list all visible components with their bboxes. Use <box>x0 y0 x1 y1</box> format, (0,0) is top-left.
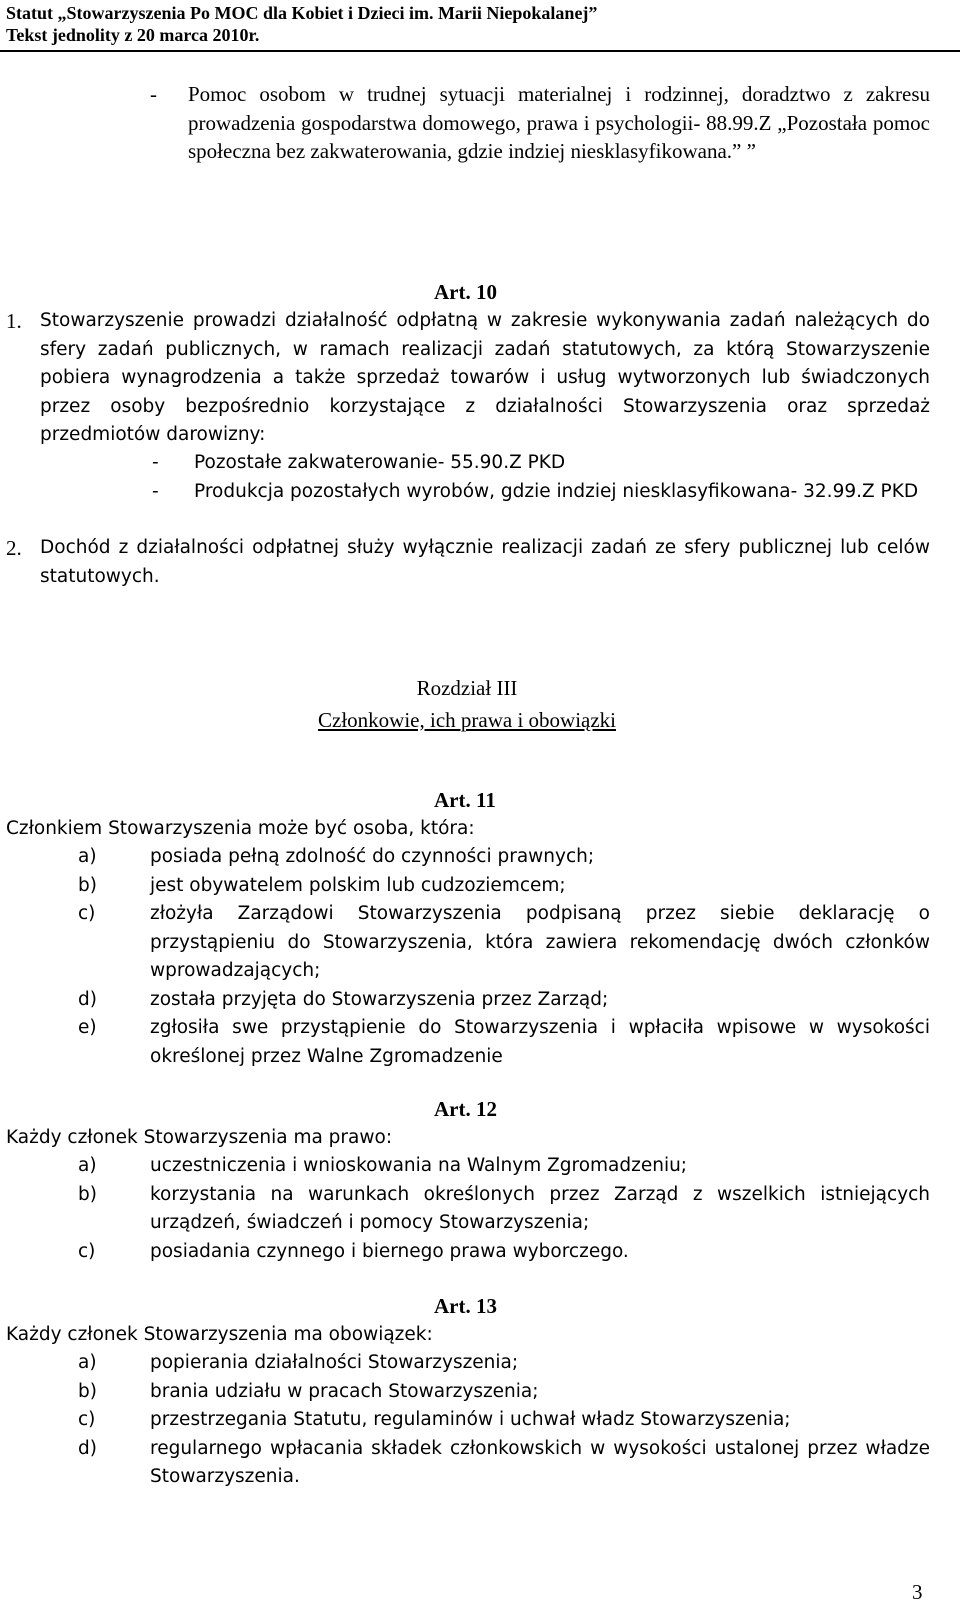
sub1-dash: - <box>152 452 159 473</box>
art13-list-item <box>78 1349 930 1378</box>
list-item-text: posiada pełną zdolność do czynności prawnych; <box>150 846 595 867</box>
art13-title: Art. 13 <box>434 1294 497 1318</box>
list-item-label: b) <box>78 1183 97 1205</box>
page-number: 3 <box>912 1580 923 1604</box>
list-item-label: c) <box>78 903 96 924</box>
list-item-text: jest obywatelem polskim lub cudzoziemcem; <box>150 874 566 896</box>
art10-paragraph-2 <box>6 534 930 591</box>
list-item-label: d) <box>78 988 97 1010</box>
document-header <box>6 2 597 46</box>
list-item-label: b) <box>78 1380 97 1402</box>
sub2-text: Produkcja pozostałych wyrobów, gdzie indziej niesklasyfikowana- 32.99.Z PKD <box>194 480 919 502</box>
intro-list-item <box>150 80 930 166</box>
art12-title: Art. 12 <box>434 1097 497 1121</box>
intro-item-text: Pomoc osobom w trudnej sytuacji materialnej i rodzinnej, doradztwo z zakresu prowadzenia gospodarstwa domowego, prawa i psychologii- 88.99.Z „Pozostała pomoc społeczna bez zakwaterowania, gdzie indziej niesklasyfikowana.” ” <box>188 82 930 163</box>
art11-list-item <box>78 843 930 872</box>
list-item-text: popierania działalności Stowarzyszenia; <box>150 1352 519 1373</box>
chapter-subtitle: Członkowie, ich prawa i obowiązki <box>318 707 616 732</box>
art11-list <box>78 843 930 1071</box>
list-item-text: korzystania na warunkach określonych przez Zarząd z wszelkich istniejących urządzeń, świadczeń i pomocy Stowarzyszenia; <box>150 1183 930 1233</box>
art10-paragraph-1 <box>6 307 930 450</box>
chapter-title: Rozdział III <box>416 676 518 700</box>
art10-p1-number: 1. <box>6 309 22 333</box>
chapter-heading <box>0 674 934 734</box>
art12-list <box>78 1152 930 1266</box>
art11-list-item <box>78 900 930 986</box>
art12-list-item <box>78 1181 930 1238</box>
list-item-text: uczestniczenia i wnioskowania na Walnym Zgromadzeniu; <box>150 1155 688 1176</box>
list-item-label: e) <box>78 1017 97 1038</box>
art10-subitem-1 <box>152 449 930 478</box>
art11-title: Art. 11 <box>434 788 496 812</box>
art11-list-item <box>78 986 930 1015</box>
list-item-label: b) <box>78 874 97 896</box>
art10-p2-text: Dochód z działalności odpłatnej służy wyłącznie realizacji zadań ze sfery publicznej lub celów statutowych. <box>40 537 930 587</box>
art12-list-item <box>78 1238 930 1267</box>
intro-dash: - <box>150 82 157 106</box>
sub1-text: Pozostałe zakwaterowanie- 55.90.Z PKD <box>194 452 566 473</box>
art13-list-item <box>78 1406 930 1435</box>
art10-subitem-2 <box>152 478 930 507</box>
art11-intro: Członkiem Stowarzyszenia może być osoba, która: <box>6 818 475 839</box>
list-item-text: zgłosiła swe przystąpienie do Stowarzyszenia i wpłaciła wpisowe w wysokości określonej przez Walne Zgromadzenie <box>150 1017 930 1067</box>
list-item-label: a) <box>78 1155 97 1176</box>
art13-intro: Każdy członek Stowarzyszenia ma obowiązek: <box>6 1324 433 1345</box>
art11-list-item <box>78 872 930 901</box>
art10-title: Art. 10 <box>434 280 497 304</box>
art12-intro: Każdy członek Stowarzyszenia ma prawo: <box>6 1127 393 1148</box>
art10-p2-number: 2. <box>6 536 22 560</box>
list-item-label: d) <box>78 1437 97 1459</box>
art13-list-item <box>78 1378 930 1407</box>
list-item-label: c) <box>78 1240 96 1262</box>
list-item-text: złożyła Zarządowi Stowarzyszenia podpisaną przez siebie deklarację o przystąpieniu do Stowarzyszenia, która zawiera rekomendację dwóch członków wprowadzających; <box>150 903 930 981</box>
list-item-text: posiadania czynnego i biernego prawa wyborczego. <box>150 1240 629 1262</box>
list-item-text: przestrzegania Statutu, regulaminów i uchwał władz Stowarzyszenia; <box>150 1409 791 1430</box>
art13-list <box>78 1349 930 1492</box>
list-item-label: c) <box>78 1409 96 1430</box>
art13-list-item <box>78 1435 930 1492</box>
art11-list-item <box>78 1014 930 1071</box>
list-item-label: a) <box>78 1352 97 1373</box>
list-item-label: a) <box>78 846 97 867</box>
art10-p1-text: Stowarzyszenie prowadzi działalność odpłatną w zakresie wykonywania zadań należących do sfery zadań publicznych, w ramach realizacji zadań statutowych, za którą Stowarzyszenie pobiera wynagrodzenia a także sprzedaż towarów i usług wytworzonych lub świadczonych przez osoby bezpośrednio korzystające z działalności Stowarzyszenia oraz sprzedaż przedmiotów darowizny: <box>40 310 930 445</box>
art10-sublist <box>152 449 930 506</box>
list-item-text: regularnego wpłacania składek członkowskich w wysokości ustalonej przez władze Stowarzyszenia. <box>150 1437 930 1487</box>
art12-list-item <box>78 1152 930 1181</box>
list-item-text: została przyjęta do Stowarzyszenia przez Zarząd; <box>150 988 609 1010</box>
header-title: Statut „Stowarzyszenia Po MOC dla Kobiet i Dzieci im. Marii Niepokalanej” <box>6 3 598 23</box>
header-subtitle: Tekst jednolity z 20 marca 2010r. <box>6 25 260 45</box>
list-item-text: brania udziału w pracach Stowarzyszenia; <box>150 1380 539 1402</box>
header-divider <box>0 50 960 52</box>
sub2-dash: - <box>152 480 159 502</box>
